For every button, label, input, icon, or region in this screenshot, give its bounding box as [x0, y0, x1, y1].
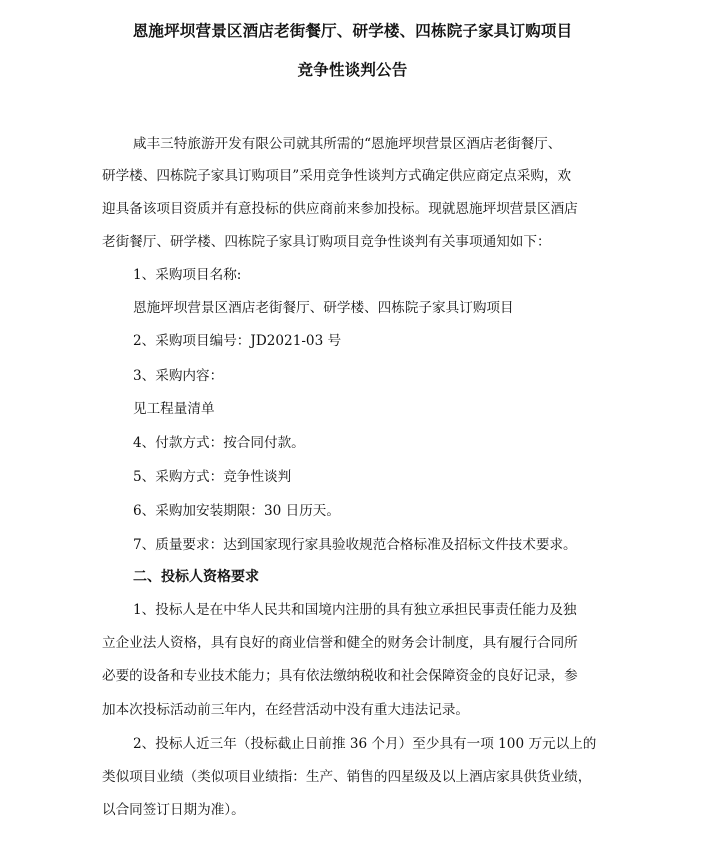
item-1-label: 1、采购项目名称:: [133, 267, 242, 283]
section-2-para-1-line-2: 立企业法人资格，具有良好的商业信誉和健全的财务会计制度，具有履行合同所: [102, 635, 578, 651]
section-2-para-1-line-1: 1、投标人是在中华人民共和国境内注册的具有独立承担民事责任能力及独: [133, 602, 577, 618]
section-2-para-1-line-4: 加本次投标活动前三年内，在经营活动中没有重大违法记录。: [102, 702, 470, 718]
intro-line-2: 研学楼、四栋院子家具订购项目”采用竞争性谈判方式确定供应商定点采购，欢: [102, 168, 572, 184]
section-2-para-1-line-3: 必要的设备和专业技术能力；具有依法缴纳税收和社会保障资金的良好记录，参: [102, 668, 578, 684]
item-7: 7、质量要求：达到国家现行家具验收规范合格标准及招标文件技术要求。: [133, 537, 577, 553]
intro-line-3: 迎具备该项目资质并有意投标的供应商前来参加投标。现就恩施坪坝营景区酒店: [102, 201, 578, 217]
intro-line-4: 老街餐厅、研学楼、四栋院子家具订购项目竞争性谈判有关事项通知如下：: [102, 234, 551, 250]
section-2-para-2-line-1: 2、投标人近三年（投标截止日前推 36 个月）至少具有一项 100 万元以上的: [133, 736, 597, 752]
item-1-value: 恩施坪坝营景区酒店老街餐厅、研学楼、四栋院子家具订购项目: [133, 300, 514, 316]
item-3-label: 3、采购内容：: [133, 368, 224, 384]
section-2-para-2-line-3: 以合同签订日期为准）。: [102, 802, 245, 818]
item-6: 6、采购加安装期限：30 日历天。: [133, 503, 340, 519]
item-2: 2、采购项目编号：JD2021-03 号: [133, 333, 342, 349]
intro-line-1: 咸丰三特旅游开发有限公司就其所需的“恩施坪坝营景区酒店老街餐厅、: [133, 136, 562, 152]
item-5: 5、采购方式：竞争性谈判: [133, 469, 292, 485]
document-title-line-1: 恩施坪坝营景区酒店老街餐厅、研学楼、四栋院子家具订购项目: [132, 22, 573, 40]
section-2-heading: 二、投标人资格要求: [133, 569, 259, 585]
document-title-line-2: 竞争性谈判公告: [297, 61, 408, 79]
item-4: 4、付款方式：按合同付款。: [133, 435, 305, 451]
item-3-value: 见工程量清单: [133, 401, 215, 417]
section-2-para-2-line-2: 类似项目业绩（类似项目业绩指：生产、销售的四星级及以上酒店家具供货业绩，: [102, 769, 592, 785]
